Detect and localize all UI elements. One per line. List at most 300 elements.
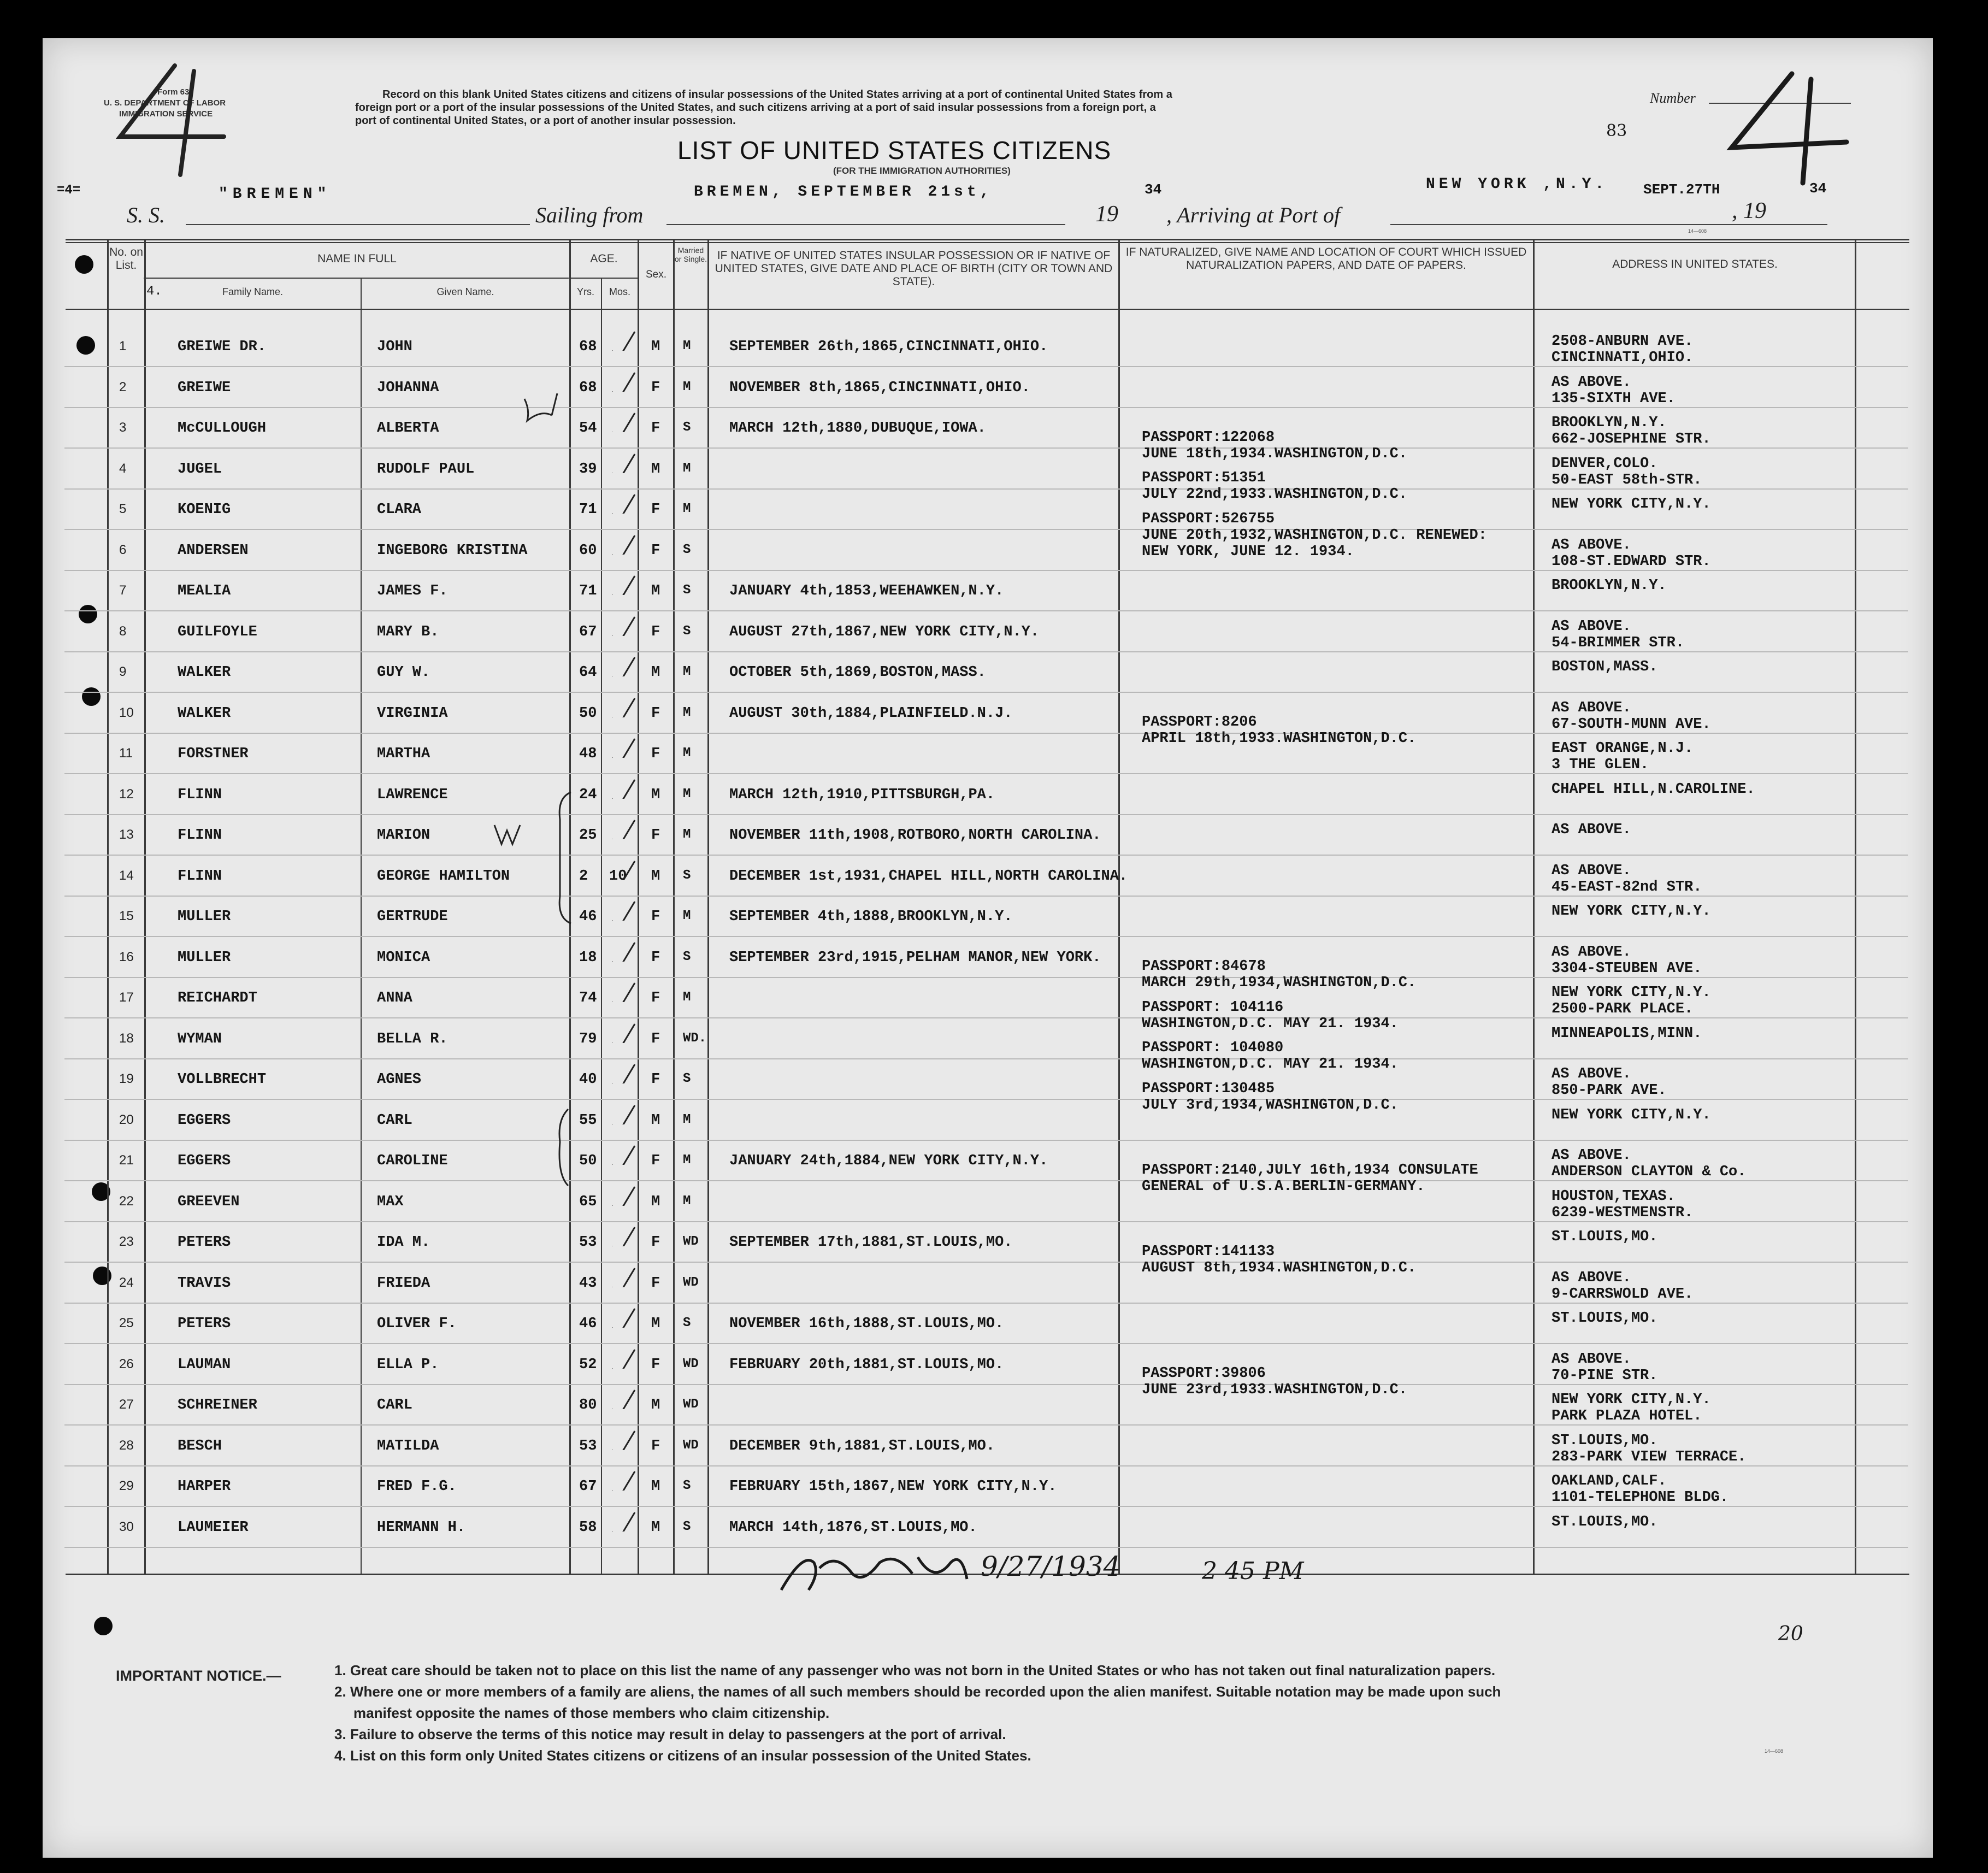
age-years: 67: [579, 1479, 597, 1495]
family-name: VOLLBRECHT: [178, 1071, 267, 1088]
check-mark: [607, 614, 640, 636]
check-mark: [607, 858, 640, 880]
sex: F: [651, 705, 660, 722]
check-mark: [607, 940, 640, 962]
row-line: [64, 692, 1908, 693]
given-name: IDA M.: [377, 1234, 430, 1251]
row-line: [64, 1017, 1908, 1018]
age-years: 52: [579, 1356, 597, 1373]
naturalization-line-2: AUGUST 8th,1934.WASHINGTON,D.C.: [1142, 1259, 1417, 1276]
birth-date-place: FEBRUARY 20th,1881,ST.LOUIS,MO.: [729, 1356, 1004, 1373]
signature-date: 9/27/1934: [981, 1551, 1121, 1582]
address-line-2: 108-ST.EDWARD STR.: [1552, 553, 1711, 570]
row-line: [64, 1343, 1908, 1344]
sailing-from: BREMEN, SEPTEMBER 21st,: [694, 184, 993, 201]
marital-status: WD.: [683, 1030, 707, 1046]
signature-time: 2 45 PM: [1202, 1557, 1304, 1585]
row-line: [64, 733, 1908, 734]
check-mark: [607, 573, 640, 595]
address-line-1: ST.LOUIS,MO.: [1552, 1310, 1658, 1327]
sex: M: [651, 339, 660, 355]
age-years: 53: [579, 1438, 597, 1454]
given-name: JAMES F.: [377, 583, 448, 599]
notice-heading: IMPORTANT NOTICE.—: [116, 1668, 281, 1684]
number-sub: 83: [1606, 121, 1627, 140]
marital-status: S: [683, 1316, 691, 1330]
address-line-1: AS ABOVE.: [1552, 1351, 1631, 1368]
notice-item-2: 2. Where one or more members of a family are aliens, the names of all such members should be recorded upon the alien manifest. Suitable notation may be made upon such: [334, 1683, 1501, 1700]
header-no-on-list: No. on List.: [109, 246, 143, 272]
address-line-2: 6239-WESTMENSTR.: [1552, 1204, 1694, 1221]
naturalization-line-1: PASSPORT:51351: [1142, 470, 1266, 486]
marital-status: S: [683, 1519, 691, 1534]
age-years: 39: [579, 461, 597, 478]
naturalization-line-1: PASSPORT: 104080: [1142, 1040, 1284, 1056]
notice-item-1: 1. Great care should be taken not to place on this list the name of any passenger who was not born in the United States or who has not taken out final naturalization papers.: [334, 1662, 1496, 1678]
bracket-mark: [549, 787, 582, 929]
address-line-2: 54-BRIMMER STR.: [1552, 634, 1685, 651]
sex: F: [651, 990, 660, 1006]
address-line-1: AS ABOVE.: [1552, 1269, 1631, 1286]
marital-status: M: [683, 786, 691, 802]
row-number: 6: [119, 542, 127, 557]
address-line-1: DENVER,COLO.: [1552, 455, 1658, 472]
sex: F: [651, 827, 660, 844]
service: IMMIGRATION SERVICE: [119, 109, 213, 119]
handwritten-w: [492, 820, 524, 852]
age-years: 58: [579, 1519, 597, 1536]
row-number: 13: [119, 827, 134, 842]
marital-status: S: [683, 1071, 691, 1086]
check-mark: [607, 980, 640, 1002]
given-name: ALBERTA: [377, 420, 439, 437]
address-line-1: ST.LOUIS,MO.: [1552, 1513, 1658, 1530]
age-subheader-line: [571, 278, 638, 279]
address-line-2: 2500-PARK PLACE.: [1552, 1001, 1694, 1017]
arrival-year-prefix: , 19: [1732, 198, 1766, 223]
address-line-1: BROOKLYN,N.Y.: [1552, 415, 1667, 431]
row-number: 4: [119, 461, 127, 476]
family-name: PETERS: [178, 1316, 231, 1332]
family-name: GREEVEN: [178, 1193, 240, 1210]
marital-status: S: [683, 868, 691, 883]
birth-date-place: JANUARY 24th,1884,NEW YORK CITY,N.Y.: [729, 1153, 1048, 1169]
record-text-1: Record on this blank United States citizens and citizens of insular possessions of the United States arriving at a port of continental United States from a: [382, 89, 1172, 101]
naturalization-line-1: PASSPORT:130485: [1142, 1080, 1275, 1097]
age-years: 68: [579, 379, 597, 396]
family-name: WALKER: [178, 705, 231, 722]
ship-line: [186, 224, 530, 225]
header-age: AGE.: [590, 252, 618, 265]
sex: M: [651, 1519, 660, 1536]
address-line-2: PARK PLAZA HOTEL.: [1552, 1408, 1702, 1424]
department: U. S. DEPARTMENT OF LABOR: [104, 98, 226, 108]
age-years: 60: [579, 542, 597, 559]
sex: M: [651, 1193, 660, 1210]
address-line-2: 67-SOUTH-MUNN AVE.: [1552, 716, 1711, 733]
birth-date-place: AUGUST 27th,1867,NEW YORK CITY,N.Y.: [729, 623, 1040, 640]
address-line-1: ST.LOUIS,MO.: [1552, 1432, 1658, 1449]
address-line-1: NEW YORK CITY,N.Y.: [1552, 903, 1711, 920]
given-name: FRED F.G.: [377, 1479, 457, 1495]
naturalization-line-1: PASSPORT:8206: [1142, 714, 1257, 731]
address-line-1: AS ABOVE.: [1552, 618, 1631, 635]
sex: M: [651, 1397, 660, 1413]
naturalization-line-1: PASSPORT: 104116: [1142, 999, 1284, 1016]
address-line-1: AS ABOVE.: [1552, 944, 1631, 961]
row-number: 22: [119, 1193, 134, 1209]
print-code-bottom: 14—608: [1765, 1748, 1784, 1754]
birth-date-place: NOVEMBER 8th,1865,CINCINNATI,OHIO.: [729, 379, 1030, 396]
row-line: [64, 977, 1908, 978]
address-line-2: 50-EAST 58th-STR.: [1552, 472, 1702, 488]
row-line: [64, 610, 1908, 611]
birth-date-place: SEPTEMBER 23rd,1915,PELHAM MANOR,NEW YORK.: [729, 949, 1101, 966]
name-subheader-line: [144, 278, 569, 279]
marital-status: M: [683, 990, 691, 1005]
row-number: 27: [119, 1397, 134, 1412]
row-line: [64, 773, 1908, 774]
sex: F: [651, 542, 660, 559]
check-mark: [607, 655, 640, 676]
family-name: WALKER: [178, 664, 231, 681]
number-label: Number: [1650, 90, 1696, 106]
family-name: JUGEL: [178, 461, 222, 478]
address-line-2: ANDERSON CLAYTON & Co.: [1552, 1164, 1747, 1180]
handwritten-annotations: [514, 377, 617, 552]
sex: F: [651, 502, 660, 518]
row-number: 16: [119, 949, 134, 964]
marital-status: M: [683, 664, 691, 679]
family-name: KOENIG: [178, 502, 231, 518]
marital-status: S: [683, 949, 691, 964]
age-years: 54: [579, 420, 597, 437]
family-name: MULLER: [178, 949, 231, 966]
given-name: VIRGINIA: [377, 705, 448, 722]
row-number: 8: [119, 623, 127, 639]
check-mark: [607, 1265, 640, 1287]
sex: F: [651, 1030, 660, 1047]
row-number: 30: [119, 1519, 134, 1534]
header-mos: Mos.: [609, 286, 630, 297]
row-line: [64, 570, 1908, 571]
row-line: [64, 1058, 1908, 1059]
given-name: CAROLINE: [377, 1153, 448, 1169]
row-line: [64, 1506, 1908, 1507]
family-name: MEALIA: [178, 583, 231, 599]
family-name: GREIWE: [178, 379, 231, 396]
given-name: MARY B.: [377, 623, 439, 640]
address-line-1: AS ABOVE.: [1552, 374, 1631, 391]
row-line: [64, 936, 1908, 937]
table-top-border: [66, 239, 1909, 240]
address-line-1: HOUSTON,TEXAS.: [1552, 1188, 1676, 1205]
header-given-name: Given Name.: [436, 286, 494, 297]
naturalization-line-1: PASSPORT:526755: [1142, 510, 1275, 527]
address-line-1: AS ABOVE.: [1552, 862, 1631, 879]
row-number: 12: [119, 786, 134, 802]
punch-hole: [79, 605, 97, 623]
marital-status: M: [683, 1193, 691, 1209]
address-line-1: AS ABOVE.: [1552, 537, 1631, 553]
address-line-1: NEW YORK CITY,N.Y.: [1552, 496, 1711, 513]
birth-date-place: FEBRUARY 15th,1867,NEW YORK CITY,N.Y.: [729, 1479, 1057, 1495]
age-years: 18: [579, 949, 597, 966]
age-years: 50: [579, 705, 597, 722]
marital-status: S: [683, 623, 691, 639]
naturalization-line-2: JULY 22nd,1933.WASHINGTON,D.C.: [1142, 486, 1408, 503]
family-name: EGGERS: [178, 1153, 231, 1169]
family-name: WYMAN: [178, 1030, 222, 1047]
family-name: LAUMAN: [178, 1356, 231, 1373]
row-line: [64, 1424, 1908, 1426]
address-line-1: BROOKLYN,N.Y.: [1552, 578, 1667, 594]
handwritten-four-top-left: [98, 55, 240, 180]
given-name: GUY W.: [377, 664, 430, 681]
naturalization-line-1: PASSPORT:2140,JULY 16th,1934 CONSULATE: [1142, 1162, 1478, 1179]
naturalization-line-2: JUNE 20th,1932,WASHINGTON,D.C. RENEWED:: [1142, 527, 1487, 544]
sex: M: [651, 786, 660, 803]
family-name: FLINN: [178, 827, 222, 844]
given-name: AGNES: [377, 1071, 422, 1088]
given-name: LAWRENCE: [377, 786, 448, 803]
row-number: 15: [119, 909, 134, 923]
punch-hole-shadow: [74, 258, 85, 269]
row-line: [64, 1140, 1908, 1141]
header-sex: Sex.: [645, 269, 667, 280]
arrival-date: SEPT.27TH: [1643, 181, 1720, 198]
family-name: SCHREINER: [178, 1397, 257, 1413]
check-mark: [607, 736, 640, 758]
address-line-2: 3 THE GLEN.: [1552, 757, 1649, 773]
row-number: 7: [119, 583, 127, 598]
given-name: BELLA R.: [377, 1030, 448, 1047]
row-number: 11: [119, 746, 133, 761]
age-years: 43: [579, 1275, 597, 1292]
family-name: ANDERSEN: [178, 542, 249, 559]
sex: M: [651, 868, 660, 885]
row-number: 1: [119, 339, 127, 354]
naturalization-line-2: WASHINGTON,D.C. MAY 21. 1934.: [1142, 1056, 1399, 1073]
age-years: 68: [579, 339, 597, 355]
age-years: 71: [579, 502, 597, 518]
notice-item-4: 4. List on this form only United States citizens or citizens of an insular possession of the United States.: [334, 1747, 1031, 1764]
marital-status: M: [683, 1153, 691, 1168]
check-mark: [607, 1184, 640, 1206]
sex: F: [651, 746, 660, 762]
check-mark: [607, 1510, 640, 1532]
address-line-1: NEW YORK CITY,N.Y.: [1552, 985, 1711, 1001]
address-line-1: AS ABOVE.: [1552, 1066, 1631, 1082]
header-name-in-full: NAME IN FULL: [317, 252, 397, 265]
age-months: 10: [609, 868, 627, 885]
address-line-1: BOSTON,MASS.: [1552, 659, 1658, 675]
header-family-name: Family Name.: [222, 286, 283, 297]
age-years: 64: [579, 664, 597, 681]
naturalization-line-2: JUNE 18th,1934.WASHINGTON,D.C.: [1142, 445, 1408, 462]
notice-items: [334, 1660, 1501, 1766]
col-divider: [361, 279, 362, 1574]
naturalization-line-1: PASSPORT:39806: [1142, 1365, 1266, 1382]
row-number: 28: [119, 1438, 134, 1453]
check-mark: [607, 899, 640, 921]
given-name: GERTRUDE: [377, 909, 448, 925]
row-number: 19: [119, 1071, 134, 1086]
birth-date-place: MARCH 14th,1876,ST.LOUIS,MO.: [729, 1519, 977, 1536]
given-name: JOHN: [377, 339, 412, 355]
family-name: FLINN: [178, 868, 222, 885]
col-divider: [1533, 240, 1535, 1574]
sailing-label: Sailing from: [535, 203, 644, 227]
age-years: 79: [579, 1030, 597, 1047]
header-native: IF NATIVE OF UNITED STATES INSULAR POSSESSION OR IF NATIVE OF UNITED STATES, GIVE DATE AND PLACE OF BIRTH (CITY OR TOWN AND STATE).: [715, 249, 1113, 288]
sex: F: [651, 1275, 660, 1292]
sex: F: [651, 420, 660, 437]
notice-item-3: 3. Failure to observe the terms of this notice may result in delay to passengers at the port of arrival.: [334, 1726, 1006, 1742]
birth-date-place: DECEMBER 1st,1931,CHAPEL HILL,NORTH CAROLINA.: [729, 868, 1128, 885]
sex: M: [651, 1112, 660, 1129]
year-suffix: 34: [1145, 181, 1162, 198]
row-line: [64, 814, 1908, 815]
sex: F: [651, 949, 660, 966]
punch-hole: [82, 687, 101, 706]
check-mark: [607, 777, 640, 799]
age-years: 67: [579, 623, 597, 640]
age-years: 46: [579, 1316, 597, 1332]
birth-date-place: MARCH 12th,1880,DUBUQUE,IOWA.: [729, 420, 986, 437]
marital-status: S: [683, 542, 691, 557]
naturalization-line-2: JULY 3rd,1934,WASHINGTON,D.C.: [1142, 1097, 1399, 1114]
row-line: [64, 1303, 1908, 1304]
given-name: OLIVER F.: [377, 1316, 457, 1332]
check-mark: [607, 1103, 640, 1124]
row-number: 17: [119, 990, 134, 1005]
row-line: [64, 1262, 1908, 1263]
family-name: FLINN: [178, 786, 222, 803]
check-mark: [607, 1428, 640, 1450]
row-line: [64, 1180, 1908, 1181]
row-number: 9: [119, 664, 127, 679]
address-line-1: AS ABOVE.: [1552, 822, 1631, 838]
address-line-2: 3304-STEUBEN AVE.: [1552, 960, 1702, 977]
row-number: 3: [119, 420, 127, 435]
address-line-1: ST.LOUIS,MO.: [1552, 1229, 1658, 1245]
given-name: ANNA: [377, 990, 412, 1006]
address-line-1: 2508-ANBURN AVE.: [1552, 333, 1694, 350]
naturalization-line-2: WASHINGTON,D.C. MAY 21. 1934.: [1142, 1015, 1399, 1032]
arrival-port: NEW YORK ,N.Y.: [1426, 176, 1608, 193]
naturalization-line-2: APRIL 18th,1933.WASHINGTON,D.C.: [1142, 731, 1417, 747]
punch-hole: [94, 1617, 113, 1635]
check-mark: [607, 1143, 640, 1165]
sex: M: [651, 461, 660, 478]
row-line: [64, 855, 1908, 856]
row-number: 5: [119, 502, 127, 516]
ss-label: S. S.: [127, 203, 165, 227]
address-line-2: 135-SIXTH AVE.: [1552, 390, 1676, 407]
header-bottom-border: [66, 309, 1909, 310]
address-line-1: CHAPEL HILL,N.CAROLINE.: [1552, 781, 1755, 798]
age-years: 50: [579, 1153, 597, 1169]
marital-status: WD: [683, 1397, 699, 1412]
address-line-1: AS ABOVE.: [1552, 1147, 1631, 1164]
birth-date-place: NOVEMBER 16th,1888,ST.LOUIS,MO.: [729, 1316, 1004, 1332]
address-line-1: OAKLAND,CALF.: [1552, 1473, 1667, 1489]
row-number: 14: [119, 868, 134, 883]
given-name: CARL: [377, 1397, 412, 1413]
sex: F: [651, 909, 660, 925]
year-prefix: 19: [1095, 202, 1118, 227]
form-title: LIST OF UNITED STATES CITIZENS: [677, 136, 1112, 164]
row-number: 23: [119, 1234, 134, 1249]
marital-status: S: [683, 583, 691, 598]
marital-status: M: [683, 502, 691, 516]
address-line-2: 45-EAST-82nd STR.: [1552, 879, 1702, 896]
given-name: MARION: [377, 827, 430, 844]
given-name: ELLA P.: [377, 1356, 439, 1373]
marital-status: M: [683, 746, 691, 761]
marital-status: S: [683, 420, 691, 435]
marital-status: WD: [683, 1356, 699, 1371]
sex: M: [651, 1316, 660, 1332]
row-line: [64, 1384, 1908, 1385]
age-years: 2: [579, 868, 588, 885]
age-years: 80: [579, 1397, 597, 1413]
naturalization-line-3: NEW YORK, JUNE 12. 1934.: [1142, 543, 1354, 560]
row-line: [64, 1221, 1908, 1222]
family-name: REICHARDT: [178, 990, 257, 1006]
table-top-border-2: [66, 242, 1909, 243]
naturalization-line-1: PASSPORT:84678: [1142, 958, 1266, 975]
header-address: ADDRESS IN UNITED STATES.: [1612, 258, 1778, 270]
check-mark: [607, 1224, 640, 1246]
row-number: 25: [119, 1316, 134, 1330]
row-line: [64, 896, 1908, 897]
marital-status: M: [683, 1112, 691, 1127]
marital-status: WD: [683, 1234, 699, 1249]
marital-status: M: [683, 461, 691, 476]
address-line-2: CINCINNATI,OHIO.: [1552, 350, 1694, 366]
page-number: 20: [1778, 1623, 1803, 1645]
marital-status: WD: [683, 1275, 699, 1290]
ss-prefix: =4=: [57, 183, 81, 198]
row-number: 29: [119, 1479, 134, 1493]
bracket-mark-2: [546, 1104, 579, 1191]
row-number: 2: [119, 379, 127, 394]
birth-date-place: SEPTEMBER 17th,1881,ST.LOUIS,MO.: [729, 1234, 1013, 1251]
sex: F: [651, 1438, 660, 1454]
given-name: MATILDA: [377, 1438, 439, 1454]
age-years: 46: [579, 909, 597, 925]
check-mark: [607, 1021, 640, 1043]
check-mark: [607, 1306, 640, 1328]
naturalization-line-1: PASSPORT:122068: [1142, 429, 1275, 446]
marital-status: M: [683, 827, 691, 842]
family-name: McCULLOUGH: [178, 420, 267, 437]
row-line: [64, 447, 1908, 449]
age-years: 65: [579, 1193, 597, 1210]
birth-date-place: SEPTEMBER 4th,1888,BROOKLYN,N.Y.: [729, 909, 1013, 925]
form-number: Form 630: [157, 87, 194, 97]
col-divider: [707, 240, 709, 1574]
col-divider: [1118, 240, 1120, 1574]
row-line: [64, 651, 1908, 652]
sex: F: [651, 1234, 660, 1251]
address-line-1: NEW YORK CITY,N.Y.: [1552, 1106, 1711, 1123]
header-naturalized: IF NATURALIZED, GIVE NAME AND LOCATION OF COURT WHICH ISSUED NATURALIZATION PAPERS, AND DATE OF PAPERS.: [1125, 246, 1527, 272]
address-line-2: 662-JOSEPHINE STR.: [1552, 431, 1711, 447]
given-name: CARL: [377, 1112, 412, 1129]
